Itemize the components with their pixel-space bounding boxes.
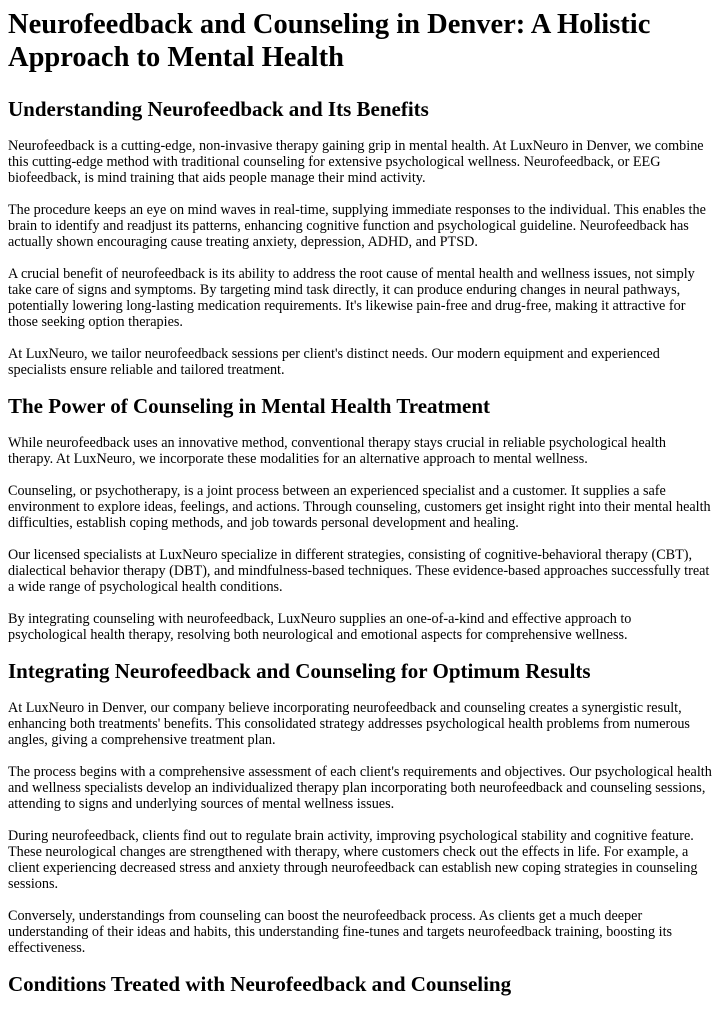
paragraph: During neurofeedback, clients find out to regulate brain activity, improving psychological stability and cognitive feature. These neurological changes are strengthened with therapy, where customers check out the effects in life. For example, a client experiencing decreased stress and anxiety through neurofeedback can establish new coping strategies in counseling sessions. [8, 828, 698, 892]
paragraph: Counseling, or psychotherapy, is a joint process between an experienced specialist and a customer. It supplies a safe environment to explore ideas, feelings, and actions. Through counseling, customers get insight right into their mental health difficulties, establish coping methods, and job towards personal development and healing. [8, 483, 711, 531]
paragraph: At LuxNeuro, we tailor neurofeedback sessions per client's distinct needs. Our modern equipment and experienced specialists ensure reliable and tailored treatment. [8, 346, 660, 378]
section-understanding-neurofeedback [8, 97, 712, 378]
section-conditions-treated [8, 972, 712, 996]
paragraph: Neurofeedback is a cutting-edge, non-invasive therapy gaining grip in mental health. At LuxNeuro in Denver, we combine this cutting-edge method with traditional counseling for extensive psychological wellness. Neurofeedback, or EEG biofeedback, is mind training that aids people manage their mind activity. [8, 138, 704, 186]
article [0, 8, 720, 996]
section-heading: Conditions Treated with Neurofeedback and Counseling [8, 972, 512, 996]
paragraph: Our licensed specialists at LuxNeuro specialize in different strategies, consisting of cognitive-behavioral therapy (CBT), dialectical behavior therapy (DBT), and mindfulness-based techniques. These evidence-based approaches successfully treat a wide range of psychological health conditions. [8, 547, 710, 595]
paragraph: By integrating counseling with neurofeedback, LuxNeuro supplies an one-of-a-kind and effective approach to psychological health therapy, resolving both neurological and emotional aspects for comprehensive wellness. [8, 611, 632, 643]
section-integrating [8, 659, 712, 956]
paragraph: While neurofeedback uses an innovative method, conventional therapy stays crucial in reliable psychological health therapy. At LuxNeuro, we incorporate these modalities for an alternative approach to mental wellness. [8, 435, 666, 467]
paragraph: The procedure keeps an eye on mind waves in real-time, supplying immediate responses to the individual. This enables the brain to identify and readjust its patterns, enhancing cognitive function and psychological guideline. Neurofeedback has actually shown encouraging cause treating anxiety, depression, ADHD, and PTSD. [8, 202, 706, 250]
paragraph: Conversely, understandings from counseling can boost the neurofeedback process. As clients get a much deeper understanding of their ideas and habits, this understanding fine-tunes and targets neurofeedback training, boosting its effectiveness. [8, 908, 673, 956]
section-heading: Understanding Neurofeedback and Its Benefits [8, 97, 429, 121]
paragraph: At LuxNeuro in Denver, our company believe incorporating neurofeedback and counseling creates a synergistic result, enhancing both treatments' benefits. This consolidated strategy addresses psychological health problems from numerous angles, giving a comprehensive treatment plan. [8, 700, 690, 748]
page-title: Neurofeedback and Counseling in Denver: A Holistic Approach to Mental Health [8, 9, 651, 73]
paragraph: A crucial benefit of neurofeedback is its ability to address the root cause of mental health and wellness issues, not simply take care of signs and symptoms. By targeting mind task directly, it can produce enduring changes in neural pathways, potentially lowering long-lasting medication requirements. It's likewise pain-free and drug-free, making it attractive for those seeking option therapies. [8, 266, 695, 330]
section-heading: Integrating Neurofeedback and Counseling for Optimum Results [8, 659, 591, 683]
section-heading: The Power of Counseling in Mental Health Treatment [8, 394, 491, 418]
paragraph: The process begins with a comprehensive assessment of each client's requirements and objectives. Our psychological health and wellness specialists develop an individualized therapy plan incorporating both neurofeedback and counseling sessions, attending to signs and underlying sources of mental wellness issues. [8, 764, 712, 812]
section-power-of-counseling [8, 394, 712, 643]
